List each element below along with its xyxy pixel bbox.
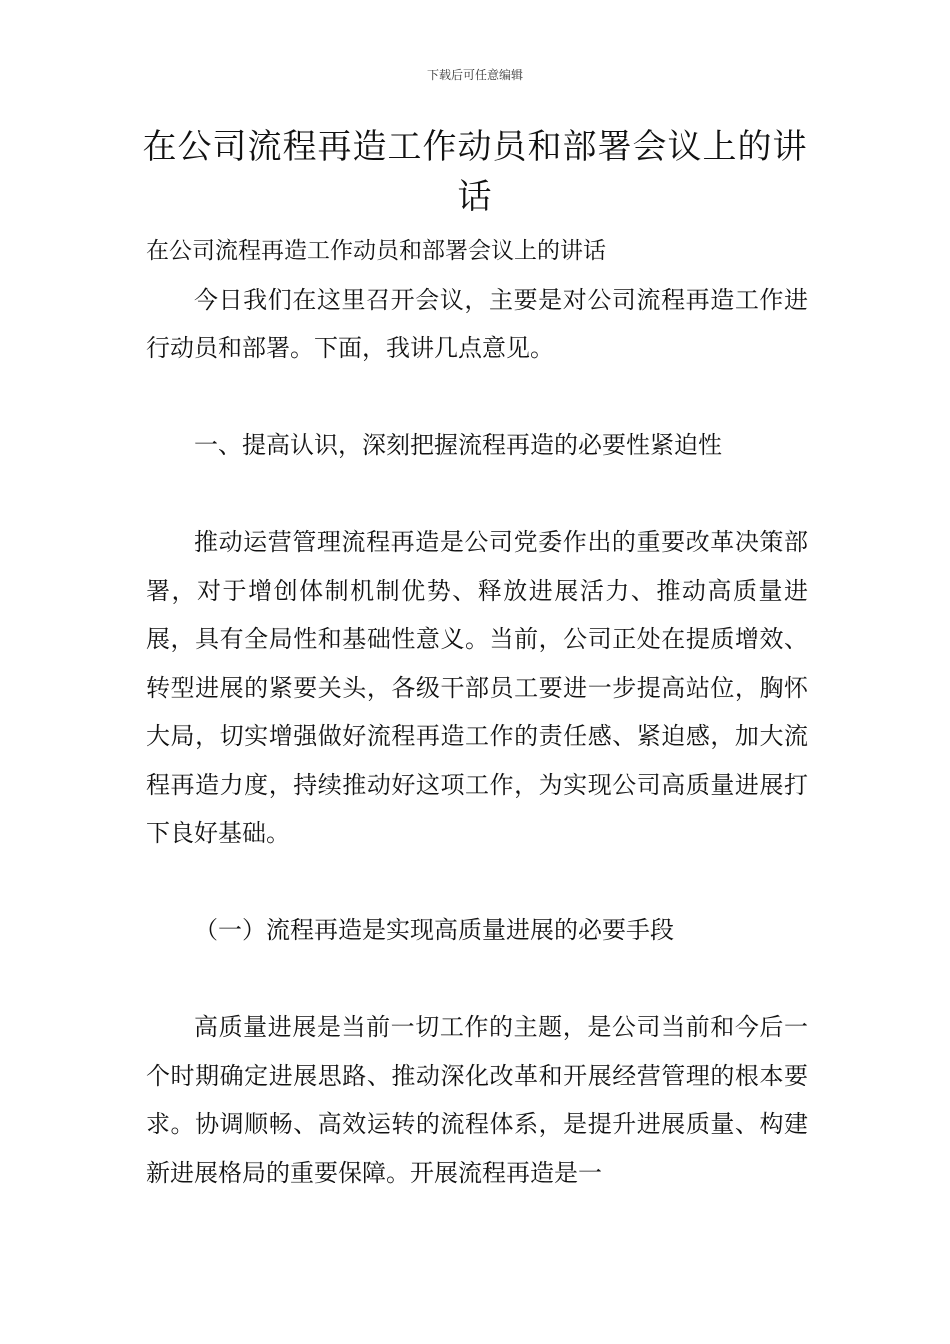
- section-1-heading: 一、提高认识，深刻把握流程再造的必要性紧迫性: [194, 431, 722, 459]
- document-subtitle: 在公司流程再造工作动员和部署会议上的讲话: [146, 238, 606, 264]
- spacer: [146, 373, 808, 422]
- document-title: 在公司流程再造工作动员和部署会议上的讲话: [142, 127, 808, 217]
- header-note: 下载后可任意编辑: [426, 68, 523, 82]
- subsection-1-heading: （一）流程再造是实现高质量进展的必要手段: [194, 916, 674, 944]
- spacer: [146, 470, 808, 519]
- spacer: [146, 955, 808, 1004]
- section-1-paragraph: 推动运营管理流程再造是公司党委作出的重要改革决策部署，对于增创体制机制优势、释放进展活力、推动高质量进展，具有全局性和基础性意义。当前，公司正处在提质增效、转型进展的紧要关头，各级干部员工要进一步提高站位，胸怀大局，切实增强做好流程再造工作的责任感、紧迫感，加大流程再造力度，持续推动好这项工作，为实现公司高质量进展打下良好基础。: [146, 528, 808, 847]
- subsection-1-paragraph: 高质量进展是当前一切工作的主题，是公司当前和今后一个时期确定进展思路、推动深化改革和开展经营管理的根本要求。协调顺畅、高效运转的流程体系，是提升进展质量、构建新进展格局的重要保障。开展流程再造是一: [146, 1013, 808, 1187]
- document-body: [146, 227, 808, 1197]
- intro-paragraph: 今日我们在这里召开会议，主要是对公司流程再造工作进行动员和部署。下面，我讲几点意见。: [146, 285, 808, 362]
- spacer: [146, 858, 808, 907]
